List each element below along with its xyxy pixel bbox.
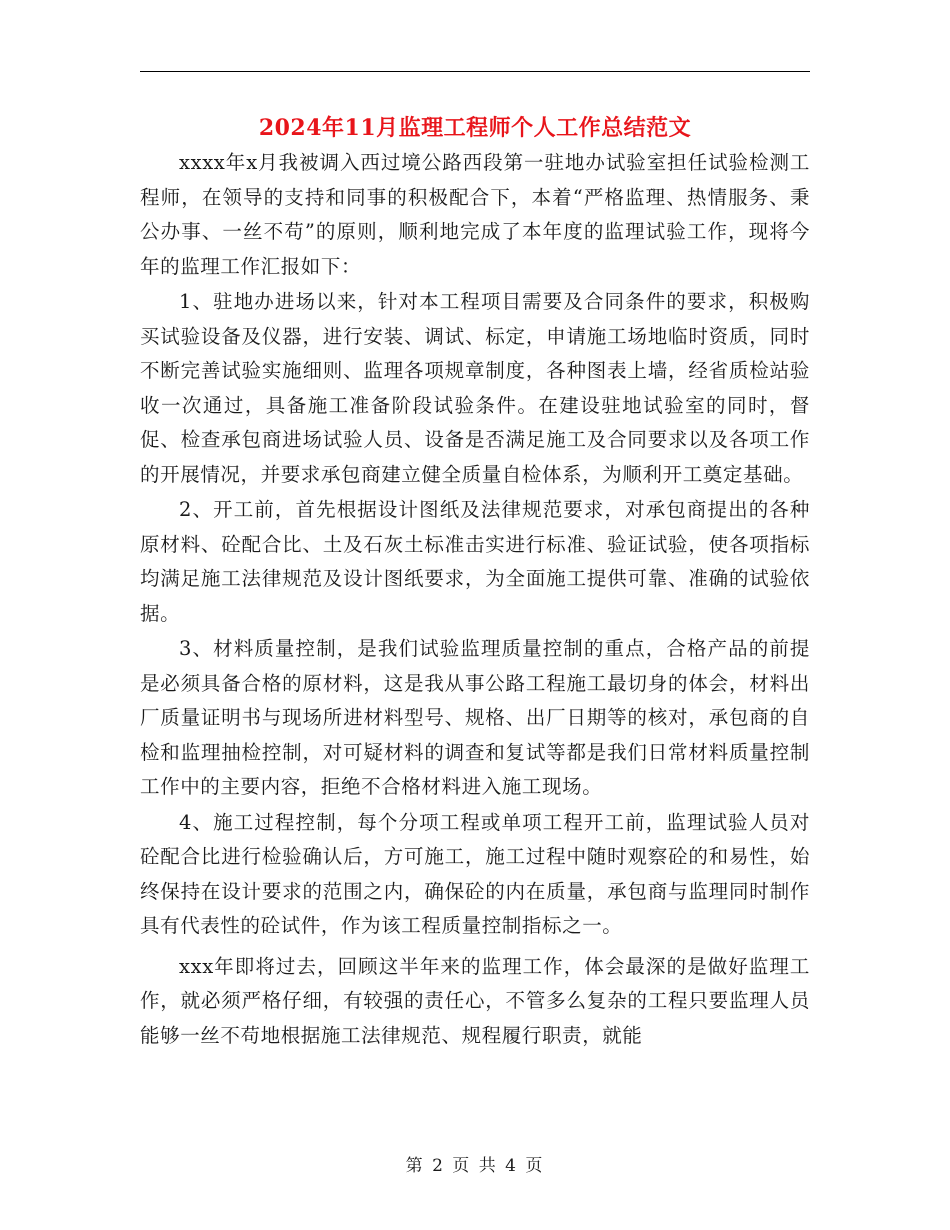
paragraph-item-4: 4、施工过程控制，每个分项工程或单项工程开工前，监理试验人员对砼配合比进行检验确认后，方可施工，施工过程中随时观察砼的和易性，始终保持在设计要求的范围之内，确保砼的内在质量，承包商与监理同时制作具有代表性的砼试件，作为该工程质量控制指标之一。: [140, 810, 810, 937]
paragraph-intro: xxxx年x月我被调入西过境公路西段第一驻地办试验室担任试验检测工程师，在领导的支持和同事的积极配合下，本着“严格监理、热情服务、秉公办事、一丝不苟”的原则，顺利地完成了本年度的监理试验工作，现将今年的监理工作汇报如下：: [140, 151, 810, 278]
header-rule: [140, 71, 810, 72]
document-body: [140, 146, 810, 1053]
paragraph-item-3: 3、材料质量控制，是我们试验监理质量控制的重点，合格产品的前提是必须具备合格的原材料，这是我从事公路工程施工最切身的体会，材料出厂质量证明书与现场所进材料型号、规格、出厂日期等的核对，承包商的自检和监理抽检控制，对可疑材料的调查和复试等都是我们日常材料质量控制工作中的主要内容，拒绝不合格材料进入施工现场。: [140, 637, 810, 798]
document-title: 2024年11月监理工程师个人工作总结范文: [258, 115, 692, 141]
paragraph-item-1: 1、驻地办进场以来，针对本工程项目需要及合同条件的要求，积极购买试验设备及仪器，进行安装、调试、标定，申请施工场地临时资质，同时不断完善试验实施细则、监理各项规章制度，各种图表上墙，经省质检站验收一次通过，具备施工准备阶段试验条件。在建设驻地试验室的同时，督促、检查承包商进场试验人员、设备是否满足施工及合同要求以及各项工作的开展情况，并要求承包商建立健全质量自检体系，为顺利开工奠定基础。: [140, 290, 810, 486]
paragraph-item-2: 2、开工前，首先根据设计图纸及法律规范要求，对承包商提出的各种原材料、砼配合比、土及石灰土标准击实进行标准、验证试验，使各项指标均满足施工法律规范及设计图纸要求，为全面施工提供可靠、准确的试验依据。: [140, 498, 810, 625]
page-number-footer: 第 2 页 共 4 页: [405, 1156, 545, 1176]
paragraph-summary: xxx年即将过去，回顾这半年来的监理工作，体会最深的是做好监理工作，就必须严格仔细，有较强的责任心，不管多么复杂的工程只要监理人员能够一丝不苟地根据施工法律规范、规程履行职责，就能: [140, 954, 810, 1047]
